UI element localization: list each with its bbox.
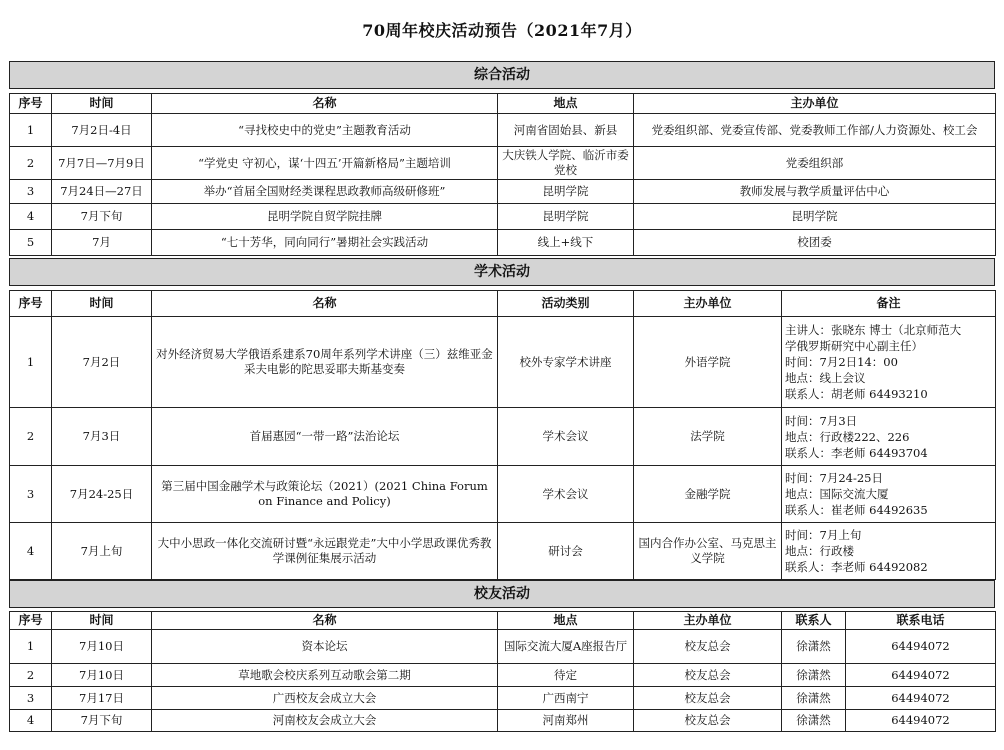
cell-name: 草地歌会校庆系列互动歌会第二期 [152, 664, 498, 687]
academic-table [9, 290, 996, 580]
section-header-general: 综合活动 [9, 61, 995, 89]
cell-phone: 64494072 [846, 710, 996, 732]
cell-time: 7月上旬 [52, 523, 152, 580]
note-line: 主讲人：张晓东 博士（北京师范大 [785, 323, 962, 337]
note-line: 地点：行政楼 [785, 544, 854, 558]
cell-host: 外语学院 [634, 317, 782, 408]
note-line: 时间：7月上旬 [785, 528, 862, 542]
cell-no: 3 [10, 687, 52, 710]
cell-place: 广西南宁 [498, 687, 634, 710]
cell-time: 7月10日 [52, 630, 152, 664]
table-header-row [10, 612, 996, 630]
cell-name: 河南校友会成立大会 [152, 710, 498, 732]
note-line: 地点：国际交流大厦 [785, 487, 889, 501]
cell-note [782, 408, 996, 466]
cell-phone: 64494072 [846, 687, 996, 710]
col-header-place: 地点 [498, 612, 634, 630]
cell-time: 7月24-25日 [52, 466, 152, 523]
cell-time: 7月2日-4日 [52, 114, 152, 147]
cell-contact: 徐潇然 [782, 687, 846, 710]
cell-name: 对外经济贸易大学俄语系建系70周年系列学术讲座（三）兹维亚金采夫电影的陀思妥耶夫斯基变奏 [152, 317, 498, 408]
col-header-name: 名称 [152, 291, 498, 317]
table-row [10, 408, 996, 466]
cell-type: 学术会议 [498, 466, 634, 523]
table-row [10, 204, 996, 230]
cell-note [782, 317, 996, 408]
cell-host: 国内合作办公室、马克思主义学院 [634, 523, 782, 580]
cell-no: 1 [10, 630, 52, 664]
cell-name: 第三届中国金融学术与政策论坛（2021）(2021 China Forum on Finance and Policy) [152, 466, 498, 523]
cell-host: 校友总会 [634, 687, 782, 710]
cell-contact: 徐潇然 [782, 630, 846, 664]
col-header-time: 时间 [52, 291, 152, 317]
table-row [10, 710, 996, 732]
cell-name: “寻找校史中的党史”主题教育活动 [152, 114, 498, 147]
note-line: 学俄罗斯研究中心副主任） [785, 339, 923, 353]
cell-no: 5 [10, 230, 52, 256]
cell-no: 3 [10, 466, 52, 523]
cell-time: 7月24日—27日 [52, 180, 152, 204]
note-line: 时间：7月24-25日 [785, 471, 883, 485]
table-row [10, 466, 996, 523]
section-header-alumni: 校友活动 [9, 580, 995, 608]
cell-no: 2 [10, 408, 52, 466]
cell-host: 教师发展与教学质量评估中心 [634, 180, 996, 204]
cell-host: 党委组织部、党委宣传部、党委教师工作部/人力资源处、校工会 [634, 114, 996, 147]
col-header-host: 主办单位 [634, 291, 782, 317]
cell-place: 线上+线下 [498, 230, 634, 256]
cell-no: 1 [10, 114, 52, 147]
cell-no: 4 [10, 710, 52, 732]
table-row [10, 147, 996, 180]
cell-name: 资本论坛 [152, 630, 498, 664]
table-header-row [10, 291, 996, 317]
cell-host: 昆明学院 [634, 204, 996, 230]
cell-time: 7月下旬 [52, 710, 152, 732]
note-line: 联系人：胡老师 64493210 [785, 387, 928, 401]
col-header-type: 活动类别 [498, 291, 634, 317]
note-line: 联系人：崔老师 64492635 [785, 503, 928, 517]
cell-no: 2 [10, 664, 52, 687]
cell-name: 举办“首届全国财经类课程思政教师高级研修班” [152, 180, 498, 204]
table-row [10, 687, 996, 710]
cell-time: 7月下旬 [52, 204, 152, 230]
note-line: 联系人：李老师 64492082 [785, 560, 928, 574]
note-line: 联系人：李老师 64493704 [785, 445, 928, 460]
cell-host: 校友总会 [634, 630, 782, 664]
cell-place: 国际交流大厦A座报告厅 [498, 630, 634, 664]
cell-host: 校团委 [634, 230, 996, 256]
cell-contact: 徐潇然 [782, 664, 846, 687]
col-header-phone: 联系电话 [846, 612, 996, 630]
col-header-name: 名称 [152, 612, 498, 630]
cell-name: 广西校友会成立大会 [152, 687, 498, 710]
cell-host: 金融学院 [634, 466, 782, 523]
cell-place: 昆明学院 [498, 180, 634, 204]
note-line: 地点：线上会议 [785, 371, 866, 385]
cell-place: 待定 [498, 664, 634, 687]
cell-name: “学党史 守初心，谋‘十四五’开篇新格局”主题培训 [152, 147, 498, 180]
table-row [10, 114, 996, 147]
col-header-no: 序号 [10, 291, 52, 317]
cell-contact: 徐潇然 [782, 710, 846, 732]
cell-time: 7月3日 [52, 408, 152, 466]
cell-type: 学术会议 [498, 408, 634, 466]
cell-note [782, 523, 996, 580]
col-header-no: 序号 [10, 94, 52, 114]
cell-time: 7月10日 [52, 664, 152, 687]
cell-name: 首届惠园“一带一路”法治论坛 [152, 408, 498, 466]
col-header-time: 时间 [52, 94, 152, 114]
col-header-contact: 联系人 [782, 612, 846, 630]
cell-type: 研讨会 [498, 523, 634, 580]
cell-phone: 64494072 [846, 664, 996, 687]
section-header-academic: 学术活动 [9, 258, 995, 286]
table-row [10, 317, 996, 408]
cell-name: 大中小思政一体化交流研讨暨“永远跟党走”大中小学思政课优秀教学课例征集展示活动 [152, 523, 498, 580]
cell-no: 1 [10, 317, 52, 408]
cell-name: 昆明学院自贸学院挂牌 [152, 204, 498, 230]
table-row [10, 664, 996, 687]
cell-host: 法学院 [634, 408, 782, 466]
col-header-host: 主办单位 [634, 612, 782, 630]
col-header-no: 序号 [10, 612, 52, 630]
table-row [10, 230, 996, 256]
cell-name: “七十芳华，同向同行”暑期社会实践活动 [152, 230, 498, 256]
cell-no: 4 [10, 204, 52, 230]
cell-time: 7月 [52, 230, 152, 256]
cell-place: 河南郑州 [498, 710, 634, 732]
cell-phone: 64494072 [846, 630, 996, 664]
col-header-name: 名称 [152, 94, 498, 114]
table-header-row [10, 94, 996, 114]
table-row [10, 630, 996, 664]
col-header-host: 主办单位 [634, 94, 996, 114]
cell-place: 昆明学院 [498, 204, 634, 230]
col-header-place: 地点 [498, 94, 634, 114]
cell-place: 大庆铁人学院、临沂市委党校 [498, 147, 634, 180]
cell-host: 党委组织部 [634, 147, 996, 180]
cell-time: 7月2日 [52, 317, 152, 408]
cell-time: 7月17日 [52, 687, 152, 710]
table-row [10, 180, 996, 204]
cell-place: 河南省固始县、新县 [498, 114, 634, 147]
page-title: 70周年校庆活动预告（2021年7月） [362, 21, 642, 40]
general-table [9, 93, 996, 256]
alumni-table [9, 611, 996, 732]
table-row [10, 523, 996, 580]
cell-host: 校友总会 [634, 710, 782, 732]
note-line: 地点：行政楼222、226 [785, 429, 910, 444]
note-line: 时间：7月3日 [785, 413, 858, 428]
cell-note [782, 466, 996, 523]
cell-type: 校外专家学术讲座 [498, 317, 634, 408]
cell-no: 4 [10, 523, 52, 580]
note-line: 时间：7月2日14：00 [785, 355, 898, 369]
cell-no: 3 [10, 180, 52, 204]
cell-no: 2 [10, 147, 52, 180]
col-header-time: 时间 [52, 612, 152, 630]
cell-host: 校友总会 [634, 664, 782, 687]
col-header-note: 备注 [782, 291, 996, 317]
cell-time: 7月7日—7月9日 [52, 147, 152, 180]
